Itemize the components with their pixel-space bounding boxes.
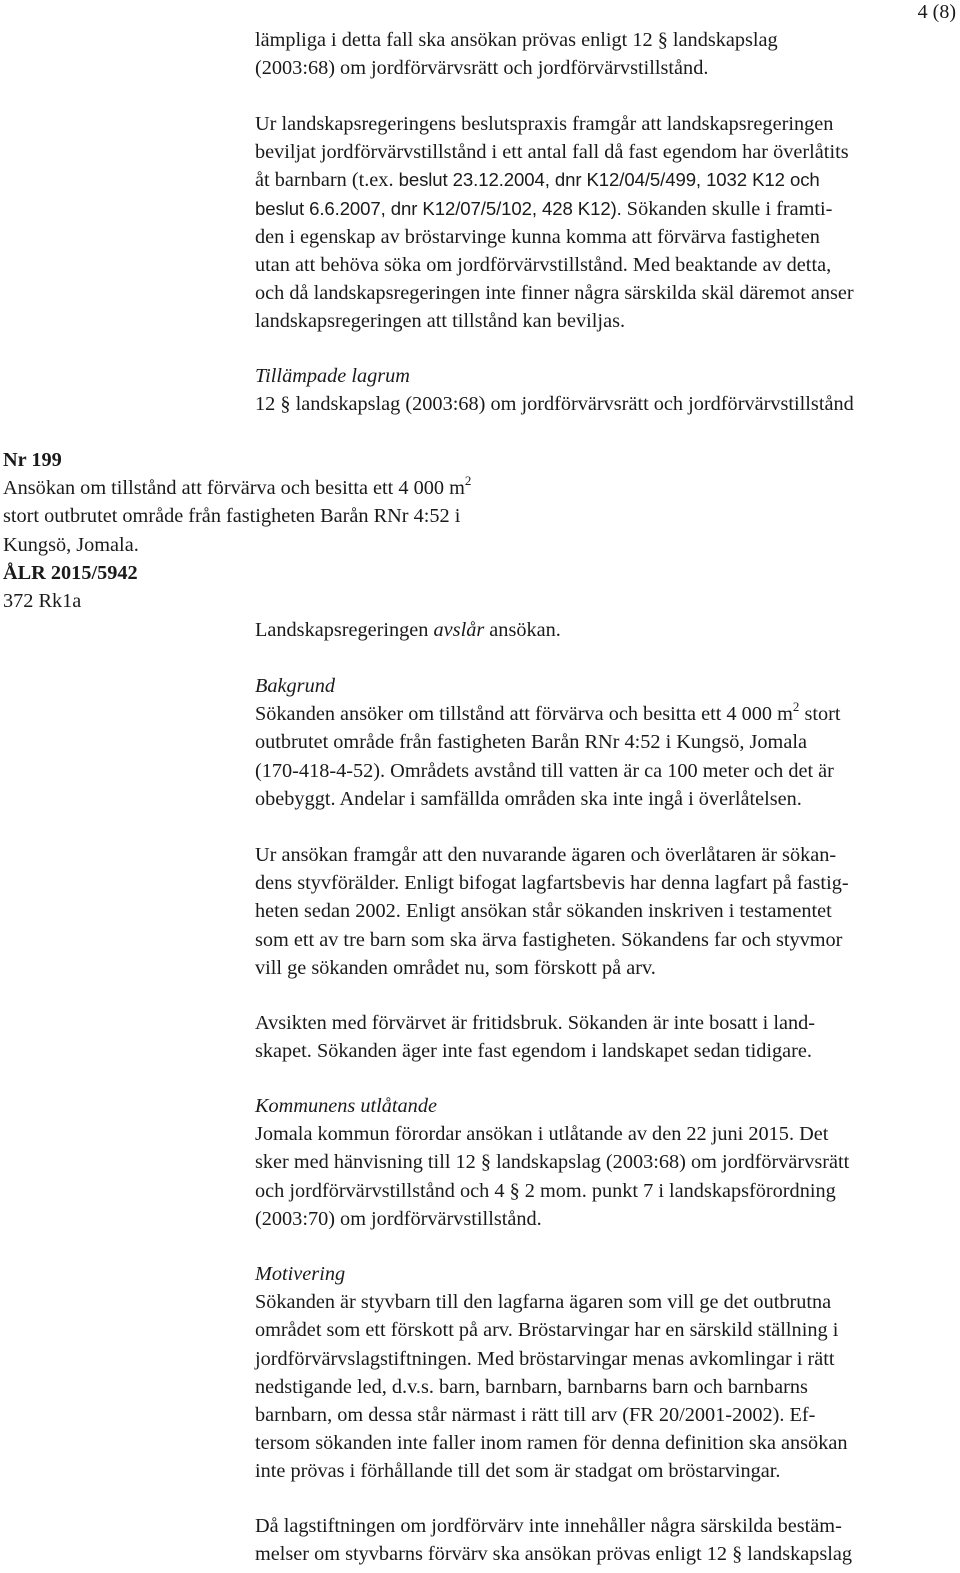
- text-line: [255, 616, 955, 644]
- section-heading: Bakgrund: [255, 675, 335, 697]
- top-paragraph: [255, 26, 955, 82]
- superscript: 2: [792, 699, 800, 715]
- text-line: (2003:68) om jordförvärvsrätt och jordförvärvstillstånd.: [255, 57, 709, 80]
- text-line: Jomala kommun förordar ansökan i utlåtande av den 22 juni 2015. Det: [255, 1123, 829, 1146]
- case-code: 372 Rk1a: [3, 590, 82, 613]
- text-line: lämpliga i detta fall ska ansökan prövas enligt 12 § landskapslag: [255, 29, 778, 51]
- text-line: beviljat jordförvärvstillstånd i ett antal fall då fast egendom har överlåtits: [255, 141, 849, 164]
- background-paragraph-2: [255, 841, 955, 982]
- case-title-line: Kungsö, Jomala.: [3, 533, 139, 556]
- text-line: [255, 166, 955, 194]
- text-line: Avsikten med förvärvet är fritidsbruk. Sökanden är inte bosatt i land-: [255, 1012, 816, 1034]
- text-line: landskapsregeringen att tillstånd kan beviljas.: [255, 310, 626, 333]
- municipality-section: [255, 1092, 955, 1233]
- motivation-section: [255, 1260, 955, 1486]
- text-line: barnbarn, om dessa står närmast i rätt till arv (FR 20/2001-2002). Ef-: [255, 1404, 816, 1427]
- text-line: skapet. Sökanden äger inte fast egendom i landskapet sedan tidigare.: [255, 1040, 812, 1063]
- background-section: [255, 672, 955, 813]
- text-line: Ur ansökan framgår att den nuvarande ägaren och överlåtaren är sökan-: [255, 844, 837, 866]
- motivation-paragraph-2: [255, 1512, 955, 1568]
- applied-law-section: [255, 362, 955, 418]
- text-line: (170-418-4-52). Områdets avstånd till vatten är ca 100 meter och det är: [255, 759, 834, 782]
- text-line: och jordförvärvstillstånd och 4 § 2 mom. punkt 7 i landskapsförordning: [255, 1179, 836, 1202]
- text-fragment: ansökan.: [484, 619, 561, 641]
- text-fragment: stort: [799, 703, 841, 726]
- text-line: utan att behöva söka om jordförvärvstillstånd. Med beaktande av detta,: [255, 254, 832, 277]
- section-heading: Motivering: [255, 1263, 346, 1285]
- text-fragment: Ansökan om tillstånd att förvärva och besitta ett 4 000 m: [3, 477, 465, 500]
- text-line: heten sedan 2002. Enligt ansökan står sökanden inskriven i testamentet: [255, 900, 832, 923]
- text-line: området som ett förskott på arv. Bröstarvingar har en särskild ställning i: [255, 1319, 839, 1342]
- text-line: outbrutet område från fastigheten Barån RNr 4:52 i Kungsö, Jomala: [255, 731, 807, 754]
- page-number: 4 (8): [917, 1, 956, 23]
- case-reference: ÅLR 2015/5942: [3, 561, 138, 584]
- text-line: jordförvärvslagstiftningen. Med bröstarvingar menas avkomlingar i rätt: [255, 1347, 835, 1370]
- section-heading: Tillämpade lagrum: [255, 365, 410, 387]
- case-number: Nr 199: [3, 449, 62, 471]
- case-title-line: stort outbrutet område från fastigheten Barån RNr 4:52 i: [3, 505, 461, 528]
- superscript: 2: [464, 473, 472, 489]
- text-fragment: Sökanden skulle i framti-: [621, 197, 833, 220]
- text-line: melser om styvbarns förvärv ska ansökan prövas enligt 12 § landskapslag: [255, 1543, 853, 1566]
- decision: [255, 616, 955, 644]
- text-line: [255, 700, 955, 728]
- text-line: Då lagstiftningen om jordförvärv inte innehåller några särskilda bestäm-: [255, 1515, 842, 1537]
- decision-emphasis: avslår: [433, 619, 485, 641]
- text-line: den i egenskap av bröstarvinge kunna komma att förvärva fastigheten: [255, 225, 820, 248]
- text-line: Sökanden är styvbarn till den lagfarna ägaren som vill ge det outbrutna: [255, 1291, 832, 1314]
- background-paragraph-3: [255, 1009, 955, 1065]
- text-line: [255, 195, 955, 223]
- text-line: och då landskapsregeringen inte finner några särskilda skäl däremot anser: [255, 282, 854, 305]
- case-header: [3, 446, 563, 615]
- text-line: nedstigande led, d.v.s. barn, barnbarn, barnbarns barn och barnbarns: [255, 1375, 808, 1398]
- text-fragment: Sökanden ansöker om tillstånd att förvärva och besitta ett 4 000 m: [255, 703, 793, 726]
- praxis-paragraph: [255, 110, 955, 336]
- text-line: Ur landskapsregeringens beslutspraxis framgår att landskapsregeringen: [255, 113, 834, 135]
- text-line: inte prövas i förhållande till det som är stadgat om bröstarvingar.: [255, 1460, 781, 1483]
- text-line: obebyggt. Andelar i samfällda områden ska inte ingå i överlåtelsen.: [255, 787, 802, 810]
- text-line: vill ge sökanden området nu, som förskott på arv.: [255, 956, 656, 979]
- text-line: (2003:70) om jordförvärvstillstånd.: [255, 1207, 542, 1230]
- decision-reference: beslut 23.12.2004, dnr K12/04/5/499, 1032 K12 och: [398, 169, 820, 191]
- section-heading: Kommunens utlåtande: [255, 1095, 437, 1117]
- text-line: som ett av tre barn som ska ärva fastigheten. Sökandens far och styvmor: [255, 928, 843, 951]
- text-line: tersom sökanden inte faller inom ramen för denna definition ska ansökan: [255, 1432, 848, 1455]
- text-fragment: Landskapsregeringen: [255, 619, 434, 641]
- text-fragment: åt barnbarn (t.ex.: [255, 169, 399, 192]
- decision-reference: beslut 6.6.2007, dnr K12/07/5/102, 428 K12).: [255, 197, 622, 219]
- text-line: sker med hänvisning till 12 § landskapslag (2003:68) om jordförvärvsrätt: [255, 1151, 850, 1174]
- text-line: 12 § landskapslag (2003:68) om jordförvärvsrätt och jordförvärvstillstånd: [255, 393, 854, 416]
- text-line: dens styvförälder. Enligt bifogat lagfartsbevis har denna lagfart på fastig-: [255, 872, 849, 895]
- case-title-line: [3, 474, 563, 502]
